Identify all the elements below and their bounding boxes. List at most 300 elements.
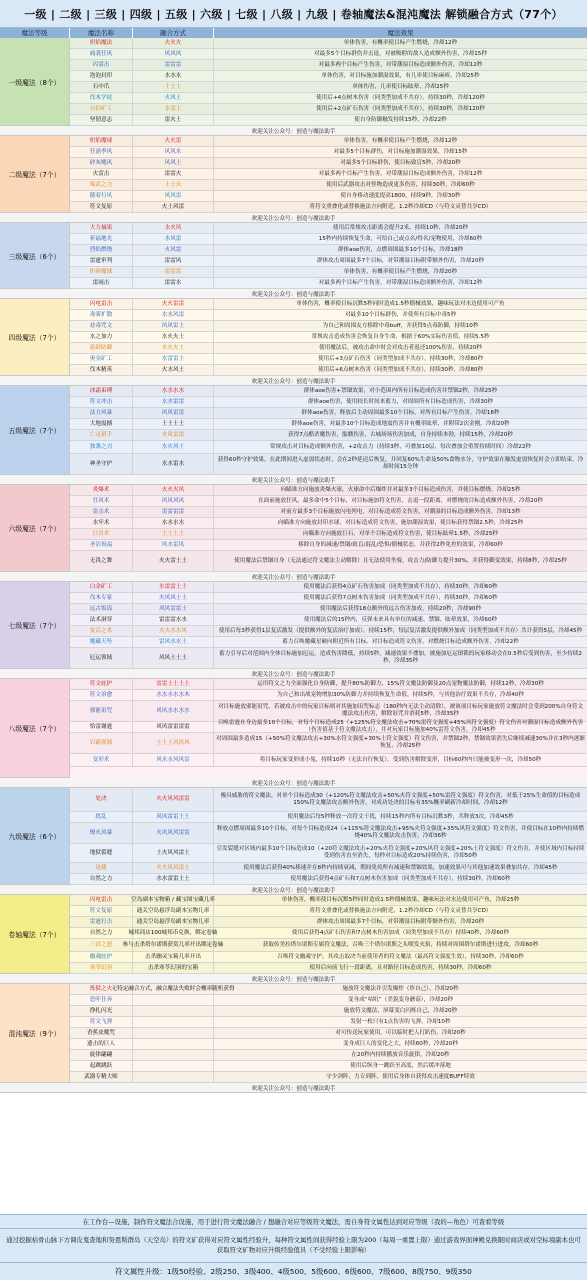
table-row — [70, 191, 587, 202]
magic-name: 砂灰飓风 — [70, 158, 133, 168]
magic-name: 遗击的巨人 — [70, 1039, 133, 1049]
magic-effect: 使用魔法后获得4点矿石伤害加成（同类型加成不共存），持续30秒，冷却60秒 — [303, 583, 498, 590]
table-row — [70, 82, 587, 93]
magic-name: 魔藏天坠 — [70, 637, 133, 647]
magic-effect: 施放符文魔法，屏幕变白闪烁自己，冷却20秒 — [343, 1007, 458, 1014]
table-row — [70, 626, 587, 637]
magic-name: 游龄防御 — [70, 343, 133, 353]
magic-recipe: 雷雷土土土土 — [133, 679, 214, 689]
magic-recipe: 水水水水 — [133, 518, 214, 528]
magic-name: 幽魂庇护 — [70, 952, 133, 962]
magic-effect: 极具威胁的符文魔法，对单个目标造成30（+120%符文魔法攻击+50%火符文强度+50%雷符文强度）符文伤害，对低于25%生命值的目标造成150%符文魔法攻击额外伤害，对成功处决的目标有35%概率刷新冷却时间，冷却12秒 — [220, 792, 581, 806]
magic-name: 燎火风暴 — [70, 823, 133, 843]
magic-name: 奥金矿工 — [70, 354, 133, 364]
magic-name: 火雷击 — [70, 169, 133, 179]
magic-name: 痛袭狂风 — [70, 49, 133, 59]
magic-recipe — [133, 1028, 214, 1038]
table-row — [70, 136, 587, 147]
magic-name: 水牢术 — [70, 518, 133, 528]
magic-section — [0, 38, 587, 136]
table-row — [70, 1017, 587, 1028]
page-title: 一级 | 二级 | 三级 | 四级 | 五级 | 六级 | 七级 | 八级 | 九级 | 卷轴魔法&混沌魔法 解锁融合方式（77个） — [0, 0, 587, 28]
magic-effect: 变身成“咕叽”（美貌变身蘑菇），冷却20秒 — [347, 996, 454, 1003]
magic-effect: 对最多5个目标群伤，使目标致盲5秒，冷却20秒 — [340, 159, 461, 166]
magic-name: 冰霜束缚 — [70, 386, 133, 396]
magic-effect: 单体伤害，有概率使目标产生燃烧，冷却12秒 — [343, 137, 458, 144]
magic-recipe: 风风雷 — [133, 191, 214, 201]
magic-recipe: 击杀寒苓幻羽的宝箱 — [133, 963, 214, 973]
table-row — [70, 844, 587, 863]
magic-effect: 使用后+2点矿石伤害（同类型加成不共存），持续30秒，冷却120秒 — [316, 105, 485, 112]
magic-name: 随着行风 — [70, 191, 133, 201]
magic-recipe: 火风风土土 — [133, 593, 214, 603]
magic-effect: 召唤符文幽魂守护，其攻击取决当前使用者的符文魔法（最高符文强度生效），持续30秒，冷却60秒 — [277, 953, 524, 960]
table-row — [70, 454, 587, 475]
table-row — [70, 441, 587, 454]
table-row — [70, 722, 587, 733]
table-row — [70, 343, 587, 354]
notice-row: 欢迎关注公众号：创造与魔法助手 — [0, 778, 587, 788]
magic-effect: 使用魔法后每5秒释放一次符文干扰，持续15秒内所有目标沉默3秒，共释放3次，冷却45秒 — [287, 813, 514, 820]
table-row — [70, 939, 587, 952]
magic-recipe: 雷风水水土 — [133, 637, 214, 647]
magic-recipe: 火火雷雷 — [133, 299, 214, 309]
table-row — [70, 267, 587, 278]
magic-recipe: 通关空岛悬浮岛副本宝物几率 — [133, 917, 214, 927]
magic-name: 炎爆术 — [70, 485, 133, 495]
table-row — [70, 93, 587, 104]
table-row — [70, 1028, 587, 1039]
section-label: 九级魔法（6个） — [0, 788, 70, 885]
magic-recipe: 风风雷雷 — [133, 408, 214, 418]
magic-name: 符文冲击 — [70, 397, 133, 407]
magic-effect: 将符文重叠化或替换施法方向附近，1.2秒冷却CD（与符文灵替共享CD） — [309, 907, 492, 914]
magic-name: 三首之怒 — [70, 939, 133, 951]
table-row — [70, 408, 587, 419]
magic-effect: 运用符文之力全面强化自身防御，提升80%防御力，15%符文魔法防御及20点宠物魔法防御，持续12秒，冷却30秒 — [257, 680, 544, 687]
magic-name: 雷霆打击 — [70, 917, 133, 927]
magic-name: 独盏之刃 — [70, 441, 133, 453]
magic-effect: 对目标施放邪能诅咒，若被攻击中的玩家目标则对其施加诅咒标志（180秒内无法主动清除），被该项目标玩家施放符文魔法时会受到200%自身符文魔法攻击伤害，解除诅咒并消耗5秒，冷却35秒 — [217, 704, 584, 717]
table-row — [70, 299, 587, 310]
magic-name: 符文治愈 — [70, 690, 133, 700]
table-row — [70, 788, 587, 812]
magic-recipe: 火火雷土土 — [133, 551, 214, 571]
magic-recipe: 水水风雷 — [133, 310, 214, 320]
magic-effect: 使用魔法后禁锢自身（无法通过符文魔法主动解除）且无法使用坐骑，攻击力/防御力提升30%，并获得御变效果，持续8秒，冷却25秒 — [234, 557, 567, 564]
magic-recipe: 风风雷土 — [133, 321, 214, 331]
magic-section — [0, 386, 587, 485]
magic-name: 白金矿工 — [70, 582, 133, 592]
magic-effect: 向瞄准方向施放炎爆火球，火球命中后爆炸并对最多3个目标造成伤害，并使目标燃烧，冷却25秒 — [280, 486, 521, 493]
magic-effect: 对周围最多造成15（+50%符文魔法攻击+30%水符文强度+30%土符文强度）符文伤害，并禁锢2秒，禁锢效果消失后继续减速30%并在3秒内逐渐恢复，冷却25秒 — [216, 736, 585, 749]
table-row — [70, 202, 587, 213]
magic-section — [0, 582, 587, 679]
magic-name: 泡泡封印 — [70, 71, 133, 81]
magic-recipe — [133, 1017, 214, 1027]
notice-row: 欢迎关注公众号：创造与魔法助手 — [0, 213, 587, 223]
magic-recipe: 风风水水水水 — [133, 701, 214, 721]
magic-recipe — [133, 1072, 214, 1082]
section-label: 七级魔法（7个） — [0, 582, 70, 669]
table-row — [70, 496, 587, 507]
magic-recipe: 火风雷雷 — [133, 430, 214, 440]
magic-effect: 在20秒内持续播放音乐旋律，冷却20秒 — [351, 1051, 450, 1058]
table-row — [70, 917, 587, 928]
table-row — [70, 419, 587, 430]
magic-effect: 对最多5个目标群伤并击退，对被吸附的敌人造成额外伤害，冷却15秒 — [314, 50, 487, 57]
magic-effect: 守少剑阵，力专到阵，使用后身体自获得攻击速度BUFF特效 — [326, 1073, 475, 1080]
section-label: 四级魔法（7个） — [0, 299, 70, 376]
magic-name: 符文飞弹 — [70, 1017, 133, 1027]
magic-name: 雷雨击 — [70, 278, 133, 288]
magic-name: 处决 — [70, 788, 133, 811]
magic-recipe: 水水水水 — [133, 386, 214, 396]
magic-name: 烈焰燃烧 — [70, 245, 133, 255]
magic-recipe: 水水雷雷 — [133, 397, 214, 407]
magic-name: 水之加力 — [70, 332, 133, 342]
notice-row: 欢迎关注公众号：创造与魔法助手 — [0, 1083, 587, 1093]
magic-recipe: 无特定融合方式，融合魔法失败时会概率随机获得 — [133, 984, 214, 994]
magic-recipe: 土土火 — [133, 180, 214, 190]
table-row — [70, 365, 587, 376]
magic-effect: 单体伤害，有概率使目标产生燃烧，冷却20秒 — [343, 268, 458, 275]
table-row — [70, 529, 587, 540]
magic-effect: 对可传送玩家使用，可以临时把人打趴伤，冷却20秒 — [335, 1029, 466, 1036]
magic-recipe — [133, 1050, 214, 1060]
magic-recipe: 火风风风雷雷 — [133, 823, 214, 843]
magic-recipe: 水雷土 — [133, 104, 214, 114]
table-row — [70, 551, 587, 572]
magic-effect: 为自己和周围友方移除中毒buff，并获得5点毒防御，持续10秒 — [322, 322, 479, 329]
table-row — [70, 863, 587, 874]
table-row — [70, 234, 587, 245]
magic-name: 伐木学徒 — [70, 93, 133, 103]
magic-recipe: 水水水水水木 — [133, 690, 214, 700]
magic-effect: 使用后+3点矿石伤害（同类型加成不共存），持续30秒，冷却80秒 — [317, 355, 484, 362]
table-row — [70, 690, 587, 701]
section-label: 五级魔法（7个） — [0, 386, 70, 475]
section-label: 二级魔法（7个） — [0, 136, 70, 213]
table-row — [70, 963, 587, 974]
table-row — [70, 733, 587, 754]
magic-effect: 向瞄准方向施放封印水球，对目标造成符文伤害，施加潮湿效果，使目标获得禁锢2.5秒，冷却25秒 — [277, 519, 524, 526]
magic-section — [0, 136, 587, 223]
magic-section — [0, 895, 587, 984]
notice-row: 欢迎关注公众号：创造与魔法助手 — [0, 572, 587, 582]
table-row — [70, 518, 587, 529]
table-row — [70, 1006, 587, 1017]
notice-row: 欢迎关注公众号：创造与魔法助手 — [0, 669, 587, 679]
table-row — [70, 823, 587, 844]
magic-recipe: 雷雷雷水水 — [133, 615, 214, 625]
magic-effect: 使用后武器攻击对怪物造成更多伤害，持续30秒，冷却60秒 — [326, 181, 475, 188]
magic-effect: 群体aoe伤害，释放后主动周围最多10个目标，对所有目标产生伤害，冷却18秒 — [301, 409, 500, 416]
magic-name: 闪电雷击 — [70, 299, 133, 309]
table-row — [70, 71, 587, 82]
magic-effect: 使用魔法后的15秒内，反弹未来具有单位的减速、禁锢、眩晕效果，冷却60秒 — [303, 616, 498, 623]
magic-effect: 使用后纵身一跳跃至高度，然后缓冲落地 — [350, 1062, 451, 1069]
magic-name: 邪能诅咒 — [70, 701, 133, 721]
magic-name: 恰雷谢霆 — [70, 722, 133, 732]
magic-recipe: 雷雷风 — [133, 256, 214, 266]
table-row — [70, 354, 587, 365]
table-row — [70, 115, 587, 126]
magic-effect: 引发裂缝对区域内最多10个目标造成10（+20符文魔法攻击+20%火符文强度+20%风符文强度+20%土符文强度）符文伤害，并使区域内目标持续受到伤害直至消失，每秒对目标造成20%持续伤害，冷却50秒 — [216, 846, 585, 859]
magic-recipe — [133, 995, 214, 1005]
table-row — [70, 1039, 587, 1050]
magic-name: 挣扎闪光 — [70, 1006, 133, 1016]
magic-effect: 群体攻击周围最多7个目标，对带潮湿目标附带额外伤害，冷却20秒 — [316, 918, 485, 925]
magic-name: 坚韧意志 — [70, 115, 133, 125]
table-row — [70, 582, 587, 593]
magic-effect: 获得7点酷杀魔伤害，骷髅伤害，古城场场伤害加成，自身持续本勃，持续15秒，冷却20秒 — [288, 431, 513, 438]
magic-effect: 群体aoe伤害，对最多10个目标造成地震伤害并有概率眩晕，并附带2次金刚，冷却20秒 — [291, 420, 510, 427]
magic-effect: 使用后+6点树木伤害（同类型加成不共存），持续30秒，冷却80秒 — [317, 366, 484, 373]
magic-recipe: 火火风风雷雷 — [133, 788, 214, 811]
table-row — [70, 332, 587, 343]
magic-effect: 施放符文魔法并引发爆炸（炸自己），冷却20秒 — [342, 985, 459, 992]
magic-name: 伐木精英 — [70, 365, 133, 375]
magic-effect: 将目标玩家变形成小兔，持续10秒（无法自行恢复），受到伤害解除变形，目标60秒内只能被变形一次，冷却50秒 — [259, 756, 542, 763]
magic-name: 起跳跳跃 — [70, 1061, 133, 1071]
table-row — [70, 701, 587, 722]
section-label: 六级魔法（7个） — [0, 485, 70, 572]
magic-section — [0, 485, 587, 582]
magic-effect: 单体伤害，概率使目标沉默5秒同时造成1.5秒僵械效果，趣味玩法对水边使用可产鱼，冷却25秒 — [281, 896, 520, 903]
magic-recipe: 土土土土 — [133, 529, 214, 539]
magic-recipe: 雷雷水 — [133, 278, 214, 288]
magic-recipe: 雷雷火 — [133, 169, 214, 179]
magic-effect: 变身成巨人的变化之大，持续60秒，冷却20秒 — [343, 1040, 458, 1047]
magic-name: 大地震撼 — [70, 419, 133, 429]
magic-effect: 使用魔法后获得40%移速并在8秒内持续衰减，期间免疫所有减速和禁锢效果，加速效果可与其他加速效果叠加共存，冷却45秒 — [243, 864, 558, 871]
magic-name: 自信矿工 — [70, 104, 133, 114]
magic-name: 旋律翩翩 — [70, 1050, 133, 1060]
magic-name: 炽焰魔球 — [70, 136, 133, 146]
magic-name: 法术洞穿 — [70, 615, 133, 625]
magic-effect: 对最多两个目标产生伤害，对带潮湿目标造成额外伤害，冷却12秒 — [318, 279, 483, 286]
magic-recipe: 雷火土 — [133, 115, 214, 125]
magic-name: 闪电雷击 — [70, 895, 133, 905]
table-row — [70, 430, 587, 441]
magic-recipe: 火风土 — [133, 93, 214, 103]
magic-name: 狂涌季风 — [70, 147, 133, 157]
magic-section — [0, 299, 587, 386]
magic-recipe: 土土土 — [133, 82, 214, 92]
magic-effect: 释放点燃周围最多10个目标，对每个目标造成24（+115%符文魔法攻击+95%火符文强度+35%风符文强度）符文伤害，并使目标在10秒内持续燃烧40%符文魔法攻击伤害，冷却36秒 — [216, 826, 585, 839]
magic-effect: 群体攻击周围最多7个目标，对带潮湿目标附带额外伤害，冷却20秒 — [316, 257, 485, 264]
footer — [0, 1214, 587, 1280]
magic-recipe: 水雷雷土土 — [133, 582, 214, 592]
magic-name: 雷击术 — [70, 507, 133, 517]
magic-section — [0, 679, 587, 788]
magic-recipe: 风风雷雷土 — [133, 604, 214, 614]
section-label: 三级魔法（6个） — [0, 223, 70, 289]
table-row — [70, 754, 587, 767]
magic-name: 扰乱 — [70, 812, 133, 822]
magic-name: 圣洁祝福 — [70, 540, 133, 550]
magic-recipe: 土土土土 — [133, 419, 214, 429]
table-row — [70, 321, 587, 332]
header-name: 魔法名称 — [70, 28, 133, 38]
magic-effect: 发射一枚只有1点伤害的飞弹，冷却10秒 — [350, 1018, 451, 1025]
magic-recipe: 水水雷水 — [133, 454, 214, 474]
table-row — [70, 952, 587, 963]
magic-recipe: 风水雷风 — [133, 540, 214, 550]
table-row — [70, 397, 587, 408]
magic-recipe: 雷雷雷 — [133, 60, 214, 70]
magic-name: 狂风术 — [70, 496, 133, 506]
magic-recipe: 火火水水风 — [133, 626, 214, 636]
magic-effect: 将符文重叠化或替换施法方向附近，1.2秒冷却CD（与符文灵替共享CD） — [309, 203, 492, 210]
magic-effect: 使自身防御触发持续15秒，冷却22秒 — [354, 116, 447, 123]
magic-effect: 使用后常规攻击距离会提升2米，持续10秒，冷却20秒 — [332, 224, 469, 231]
magic-recipe: 火风雷 — [133, 245, 214, 255]
table-row — [70, 995, 587, 1006]
header-recipe: 融合方式 — [133, 28, 214, 38]
magic-effect: 单体伤害，几率使目标眩晕，冷却25秒 — [352, 83, 449, 90]
magic-recipe: 风水水风风雷 — [133, 754, 214, 766]
magic-effect: 使用后向前飞行一段距离，且对路径目标造成伤害，持续30秒，冷却60秒 — [309, 964, 492, 971]
table-row — [70, 648, 587, 669]
header-level: 魔法等级 — [0, 28, 70, 38]
magic-name: 祈福地光 — [70, 234, 133, 244]
magic-effect: 召唤雷霆在身边最多10个目标，对每个目标造成25（+125%符文魔法攻击+70%雷符文强度+45%风符文强度）符文伤害对潮湿目标造成额外伤害（伤害值基于符文魔法攻击），并对玩家目标施加40%雷符文伤害，冷却45秒 — [217, 720, 584, 733]
table-row — [70, 278, 587, 289]
magic-recipe: 水水水 — [133, 71, 214, 81]
magic-name: 法力风暴 — [70, 408, 133, 418]
section-label: 卷轴魔法（7个） — [0, 895, 70, 974]
notice-row: 欢迎关注公众号：创造与魔法助手 — [0, 289, 587, 299]
magic-name: 炼狱之火 — [70, 984, 133, 994]
magic-recipe: 水雷雷土 — [133, 354, 214, 364]
footer-line-2: 通过挖掘枯骨山脉下方调皮鬼查地和努恩斯群岛（天空岛）的符文矿获得对应符文属性经验升，每种符文属性间获得经验上限为200（每周一重置上限）通过游戏界面神殿兑换限时商店或对空标境副本也可获取符文矿物对应升级经验值具（不受经验上限影响） — [0, 1229, 587, 1263]
magic-recipe: 击杀幽灵宝箱几率开出 — [133, 952, 214, 962]
magic-name: 符文复原 — [70, 906, 133, 916]
magic-name: 香蕉皮魔咒 — [70, 1028, 133, 1038]
magic-effect: 对最多两个目标产生伤害，对带潮湿目标造成额外伤害，冷却12秒 — [318, 61, 483, 68]
table-row — [70, 507, 587, 518]
magic-section — [0, 984, 587, 1093]
table-row — [70, 386, 587, 397]
magic-name: 自然之力 — [70, 874, 133, 884]
magic-effect: 获得60秒守护效果，在此期间进入虚弱状态时，会在2秒延迟后恢复，并回复60%生命及50%食物水分，守护效果在触发虚弱恢复时会立即结束，冷却时间15分钟 — [217, 457, 584, 470]
magic-name: 祛毒咒文 — [70, 321, 133, 331]
magic-name: 闪雷击 — [70, 60, 133, 70]
magic-recipe: 风风土土土 — [133, 648, 214, 668]
magic-effect: 使自身移动速度提高1800，持续9秒，冷却30秒 — [340, 192, 461, 199]
magic-effect: 群体aoe伤害，点燃周围最多10个目标，冷却18秒 — [337, 246, 464, 253]
magic-recipe: 火土风雷 — [133, 202, 214, 212]
table-row — [70, 256, 587, 267]
magic-effect: 常规攻击造成伤害会恢复自身生命，根据于60%实际伤害值，持续5.5秒 — [311, 333, 490, 340]
magic-recipe: 风风水 — [133, 147, 214, 157]
magic-name: 符文庇护 — [70, 679, 133, 689]
magic-name: 喵武之力 — [70, 180, 133, 190]
magic-effect: 使用后+4点树木伤害（同类型加成不共存），持续30秒，冷却120秒 — [316, 94, 485, 101]
table-row — [70, 223, 587, 234]
table-row — [70, 485, 587, 496]
table-row — [70, 169, 587, 180]
table-row — [70, 104, 587, 115]
magic-effect: 使用魔法后获得7点树木伤害加成（同类型加成不共存），持续30秒，冷却60秒 — [303, 594, 498, 601]
table-row — [70, 38, 587, 49]
table-row — [70, 1061, 587, 1072]
magic-name: 神圣守护 — [70, 454, 133, 474]
magic-name: 亡灵猎手 — [70, 430, 133, 440]
magic-effect: 移除自身的减速/禁锢/致盲/混乱/恐惧/僵械状态，并获得2秒免控的效果，冷却60秒 — [298, 541, 503, 548]
magic-name: 武器专精大师 — [70, 1072, 133, 1082]
magic-name: 巨岩术 — [70, 529, 133, 539]
magic-name: 复活之术 — [70, 626, 133, 636]
table-row — [70, 906, 587, 917]
table-row — [70, 158, 587, 169]
table-row — [70, 615, 587, 626]
table-row — [70, 679, 587, 690]
magic-recipe: 水火火土 — [133, 343, 214, 353]
magic-name: 自然之力 — [70, 928, 133, 938]
table-row — [70, 147, 587, 158]
magic-recipe — [133, 1039, 214, 1049]
table-row — [70, 895, 587, 906]
magic-effect: 使用后获得4点矿石伤害和7点树木伤害加成（同类型加成不共存）持续40秒，冷却60秒 — [291, 929, 510, 936]
magic-recipe: 城邦商店100城邦币兑换，绑定卷轴 — [133, 928, 214, 938]
magic-recipe: 风风风 — [133, 49, 214, 59]
notice-row: 欢迎关注公众号：创造与魔法助手 — [0, 376, 587, 386]
magic-recipe: 雷雷雷雷 — [133, 507, 214, 517]
magic-name: 无畏之舞 — [70, 551, 133, 571]
magic-name: 雷霆审判 — [70, 256, 133, 266]
table-row — [70, 874, 587, 885]
magic-recipe: 通关空岛悬浮岛副本宝物几率 — [133, 906, 214, 916]
magic-section — [0, 788, 587, 895]
table-row — [70, 984, 587, 995]
magic-effect: 在面前施放狂风，最多命中5个目标，对目标施加符文伤害，击退一段距离，对燃烧的目标造成额外伤害，冷却20秒 — [258, 497, 543, 504]
magic-recipe: 参与击杀塔尔诺斯获赏几率开出绑定卷轴 — [133, 939, 214, 951]
magic-name: 岩霸领域 — [70, 733, 133, 753]
magic-recipe: 火火风风雷土 — [133, 863, 214, 873]
magic-effect: 群体aoe伤害+禁锢效果，对小范围内所有目标造成伤害并禁锢2秒，冷却25秒 — [303, 387, 498, 394]
magic-name: 地狱裂缝 — [70, 844, 133, 862]
magic-recipe: 火水风土 — [133, 365, 214, 375]
table-row — [70, 245, 587, 256]
magic-name: 大力摘果 — [70, 223, 133, 233]
magic-effect: 单体伤害，对目标施加潮湿效果，有几率使目标麻痹，冷却25秒 — [321, 72, 480, 79]
magic-recipe: 风风风风 — [133, 496, 214, 506]
magic-recipe: 空岛副本宝物箱 / 藏宝图宝藏几率 — [133, 895, 214, 905]
magic-effect: 对最多5个目标群伤，对目标施加潮湿效果，冷却15秒 — [333, 148, 468, 155]
magic-effect: 常规攻击对目标造成额外伤害，+2攻击力（持续3秒，可叠加10层，每次叠加会重置持续时间）冷却22秒 — [270, 443, 531, 450]
magic-recipe: 土土土风风风 — [133, 733, 214, 753]
magic-effect: 群体aoe伤害，使用较长时间来蓄力，对周围所有目标造成伤害，冷却30秒 — [307, 398, 494, 405]
section-label: 八级魔法（7个） — [0, 679, 70, 778]
notice-row: 欢迎关注公众号：创造与魔法助手 — [0, 475, 587, 485]
magic-recipe: 水火风 — [133, 223, 214, 233]
magic-recipe: 火火火 — [133, 38, 214, 48]
magic-name: 寒苓幻羽 — [70, 963, 133, 973]
table-row — [70, 310, 587, 321]
magic-effect: 使用魔法后获得4点矿石和7点树木伤害加成（同类型加成不共存），持续30秒，冷却60秒 — [290, 875, 511, 882]
magic-effect: 15秒内持续恢复生命，可给自己或点名/得名/宠物使用，冷却60秒 — [318, 235, 483, 242]
magic-name: 迅捷 — [70, 863, 133, 873]
magic-effect: 单体伤害，有概率使目标产生燃烧，冷却12秒 — [343, 39, 458, 46]
magic-effect: 向瞄准方向施放巨石，对单个目标造成符文伤害，使目标眩晕1.5秒，冷却25秒 — [302, 530, 498, 537]
notice-row: 欢迎关注公众号：创造与魔法助手 — [0, 126, 587, 136]
table-row — [70, 637, 587, 648]
magic-recipe: 风风雷雷土土 — [133, 812, 214, 822]
magic-recipe — [133, 1061, 214, 1071]
